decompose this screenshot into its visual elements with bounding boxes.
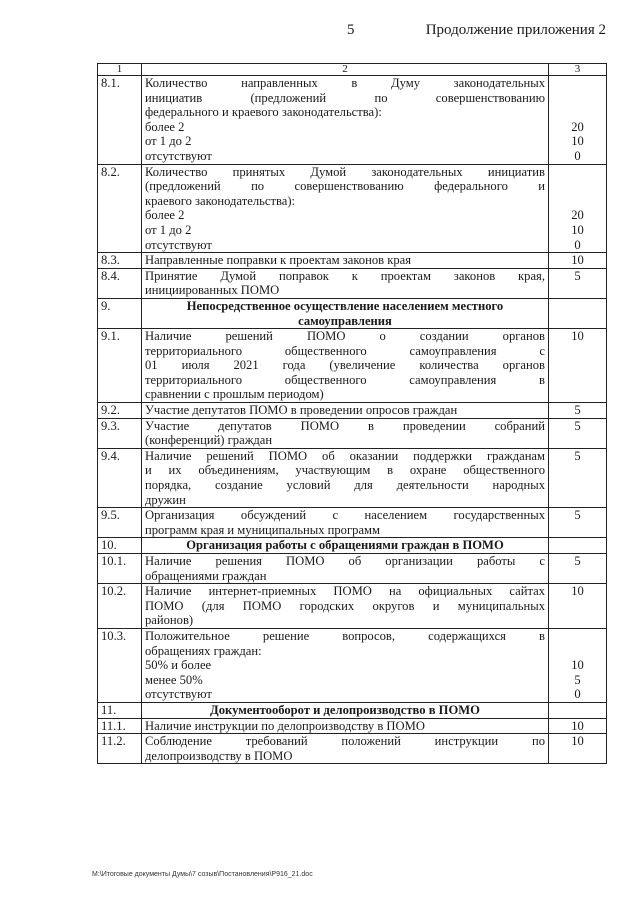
criterion-text	[142, 164, 549, 253]
points-cell	[549, 298, 607, 328]
points-cell	[549, 554, 607, 584]
item-number: 9.4.	[98, 448, 142, 507]
points-cell	[549, 734, 607, 764]
criterion-line: Участие депутатов ПОМО в проведении опросов граждан	[145, 403, 458, 418]
criterion-line: Наличие решения ПОМО об организации работы с	[145, 554, 545, 568]
table-row	[98, 403, 607, 419]
page-number: 5	[347, 22, 355, 38]
section-title: Непосредственное осуществление населением местного самоуправления	[186, 298, 504, 328]
criterion-line: территориального общественного самоуправления в	[145, 372, 545, 387]
criterion-text	[142, 702, 549, 718]
points-cell	[549, 418, 607, 448]
criterion-line: федерального и краевого законодательства):	[145, 105, 382, 120]
criterion-text	[142, 329, 549, 403]
table-row	[98, 554, 607, 584]
continuation-label: Продолжение приложения 2	[425, 22, 606, 38]
criterion-line: Участие депутатов ПОМО в проведении собраний	[145, 418, 545, 433]
points-value: 5	[574, 448, 581, 463]
criterion-text	[142, 628, 549, 702]
item-number: 9.5.	[98, 508, 142, 538]
table-row	[98, 718, 607, 734]
option-points: 20	[571, 208, 584, 223]
criterion-line: Наличие решений ПОМО о создании органов	[145, 329, 545, 344]
criterion-line: сравнении с прошлым периодом)	[145, 387, 324, 402]
item-number: 9.1.	[98, 329, 142, 403]
item-number: 9.	[98, 298, 142, 328]
criterion-line: инициатив (предложений по совершенствованию	[145, 90, 545, 105]
table-row	[98, 734, 607, 764]
criterion-text	[142, 554, 549, 584]
criterion-line: обращениями граждан	[145, 568, 267, 583]
item-number: 8.4.	[98, 268, 142, 298]
points-cell	[549, 448, 607, 507]
spacer	[552, 194, 603, 209]
option-points: 0	[574, 148, 581, 163]
criterion-text	[142, 298, 549, 328]
table-row	[98, 418, 607, 448]
option-points: 10	[571, 658, 584, 673]
option-points: 20	[571, 119, 584, 134]
points-cell	[549, 268, 607, 298]
criterion-text	[142, 538, 549, 554]
criterion-text	[142, 448, 549, 507]
spacer	[552, 76, 603, 91]
item-number: 10.	[98, 538, 142, 554]
table-row	[98, 584, 607, 629]
criterion-text	[142, 76, 549, 165]
item-number: 8.2.	[98, 164, 142, 253]
points-cell	[549, 403, 607, 419]
option-label: отсутствуют	[145, 148, 212, 163]
criterion-line: дружин	[145, 492, 186, 507]
section-title: Документооборот и делопроизводство в ПОМО	[210, 702, 480, 717]
item-number: 10.3.	[98, 628, 142, 702]
option-label: менее 50%	[145, 672, 203, 687]
item-number: 9.3.	[98, 418, 142, 448]
option-points: 5	[574, 672, 581, 687]
item-number: 10.1.	[98, 554, 142, 584]
points-cell	[549, 329, 607, 403]
spacer	[552, 165, 603, 180]
table-row	[98, 76, 607, 165]
criterion-text	[142, 718, 549, 734]
criteria-table	[97, 63, 607, 764]
table-row	[98, 628, 607, 702]
table-row	[98, 329, 607, 403]
points-cell	[549, 702, 607, 718]
points-value: 10	[571, 584, 584, 599]
criterion-line: Количество направленных в Думу законодательных	[145, 76, 545, 90]
criterion-line: Организация обсуждений с населением государственных	[145, 508, 545, 523]
option-label: от 1 до 2	[145, 134, 192, 149]
criterion-text	[142, 734, 549, 764]
item-number: 11.	[98, 702, 142, 718]
spacer	[552, 629, 603, 644]
table-row	[98, 508, 607, 538]
points-value: 5	[574, 403, 581, 418]
criterion-line: Наличие инструкции по делопроизводству в ПОМО	[145, 718, 425, 733]
item-number: 8.1.	[98, 76, 142, 165]
points-value: 5	[574, 508, 581, 523]
points-value: 10	[571, 734, 584, 749]
option-points: 10	[571, 134, 584, 149]
points-value: 10	[571, 253, 584, 268]
points-value: 5	[574, 418, 581, 433]
table-row	[98, 253, 607, 269]
criterion-line: территориального общественного самоуправления с	[145, 343, 545, 358]
criterion-line: Направленные поправки к проектам законов края	[145, 253, 412, 268]
criterion-line: порядка, создание условий для деятельности народных	[145, 478, 545, 493]
criterion-line: делопроизводству в ПОМО	[145, 748, 293, 763]
criterion-line: ПОМО (для ПОМО городских округов и муниципальных	[145, 598, 545, 613]
option-label: более 2	[145, 208, 185, 223]
criterion-line: (предложений по совершенствованию федерального и	[145, 179, 545, 194]
spacer	[552, 105, 603, 120]
criterion-line: и их объединениям, участвующим в охране общественного	[145, 463, 545, 478]
spacer	[552, 644, 603, 659]
table-row	[98, 164, 607, 253]
option-points: 0	[574, 237, 581, 252]
item-number: 10.2.	[98, 584, 142, 629]
points-cell	[549, 584, 607, 629]
criterion-text	[142, 268, 549, 298]
criterion-text	[142, 418, 549, 448]
criterion-line: обращениях граждан:	[145, 643, 262, 658]
criterion-line: Количество принятых Думой законодательных инициатив	[145, 164, 545, 179]
spacer	[552, 91, 603, 106]
points-cell	[549, 538, 607, 554]
criterion-line: 01 июля 2021 года (увеличение количества органов	[145, 358, 545, 373]
item-number: 11.1.	[98, 718, 142, 734]
section-row	[98, 538, 607, 554]
table-row	[98, 448, 607, 507]
option-label: от 1 до 2	[145, 222, 192, 237]
criterion-line: Принятие Думой поправок к проектам законов края,	[145, 268, 545, 283]
points-cell	[549, 253, 607, 269]
option-label: отсутствуют	[145, 237, 212, 252]
points-value: 10	[571, 329, 584, 344]
points-cell	[549, 164, 607, 253]
criterion-line: инициированных ПОМО	[145, 283, 280, 298]
spacer	[552, 179, 603, 194]
table-row	[98, 268, 607, 298]
criterion-line: Наличие решений ПОМО об оказании поддержки гражданам	[145, 448, 545, 463]
points-cell	[549, 628, 607, 702]
option-points: 0	[574, 687, 581, 702]
points-value: 5	[574, 268, 581, 283]
item-number: 9.2.	[98, 403, 142, 419]
criterion-line: Соблюдение требований положений инструкции по	[145, 734, 545, 749]
option-label: более 2	[145, 119, 185, 134]
section-row	[98, 702, 607, 718]
column-header: 3	[549, 64, 607, 76]
criterion-text	[142, 403, 549, 419]
column-header: 1	[98, 64, 142, 76]
criterion-line: программ края и муниципальных программ	[145, 522, 380, 537]
option-label: отсутствуют	[145, 687, 212, 702]
criterion-text	[142, 253, 549, 269]
criterion-line: районов)	[145, 613, 194, 628]
option-points: 10	[571, 222, 584, 237]
criterion-line: (конференций) граждан	[145, 433, 273, 448]
points-cell	[549, 76, 607, 165]
points-value: 5	[574, 554, 581, 568]
criterion-line: краевого законодательства):	[145, 193, 296, 208]
points-cell	[549, 718, 607, 734]
item-number: 11.2.	[98, 734, 142, 764]
criterion-text	[142, 584, 549, 629]
criterion-line: Положительное решение вопросов, содержащихся в	[145, 628, 545, 643]
section-row	[98, 298, 607, 328]
criterion-line: Наличие интернет-приемных ПОМО на официальных сайтах	[145, 584, 545, 599]
item-number: 8.3.	[98, 253, 142, 269]
file-path-footer: M:\Итоговые документы Думы\7 созыв\Постановления\P916_21.doc	[92, 871, 313, 878]
option-label: 50% и более	[145, 658, 212, 673]
criterion-text	[142, 508, 549, 538]
points-cell	[549, 508, 607, 538]
section-title: Организация работы с обращениями граждан в ПОМО	[186, 538, 504, 553]
table-header-row	[98, 64, 607, 76]
points-value: 10	[571, 718, 584, 733]
column-header: 2	[142, 64, 549, 76]
